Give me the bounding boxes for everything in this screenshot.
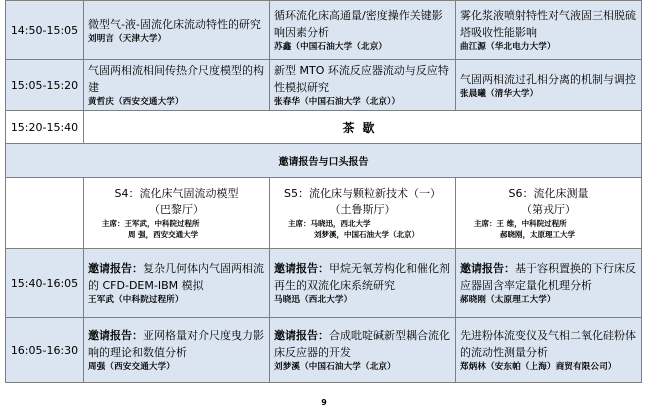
talk-author: 刘明言（天津大学） [88, 33, 167, 44]
talk-author: 张晨曦（清华大学） [460, 88, 539, 99]
talk-title [460, 327, 637, 361]
talk-title [460, 260, 637, 294]
talk-cell [456, 1, 642, 60]
table-row [6, 318, 642, 383]
time-cell: 15:05-15:20 [6, 60, 84, 111]
session-name: S5：流化床与颗粒新技术（一） [284, 187, 441, 200]
talk-author: 郝晓刚（太原理工大学） [460, 295, 556, 305]
talk-title [88, 260, 265, 294]
talk-author: 周强（西安交通大学） [88, 362, 176, 372]
talk-cell [270, 249, 456, 318]
talk-author: 张春华（中国石油大学（北京）） [274, 97, 401, 107]
session-hosts [274, 218, 451, 229]
invited-prefix: 邀请报告： [88, 329, 143, 342]
table-row [6, 111, 642, 144]
session-cell [456, 178, 642, 249]
session-name: S6：流化床测量 [508, 187, 589, 200]
host-name: 马晓迅，西北大学 [310, 219, 371, 228]
table-row [6, 178, 642, 249]
invited-prefix: 邀请报告： [274, 329, 329, 342]
talk-title: 微型气-液-固流化床流动特性的研究 [88, 17, 261, 31]
talk-title-text: 复杂几何体内气固两相流的 CFD-DEM-IBM 模拟 [88, 262, 264, 292]
host-name: 周 强，西安交通大学 [128, 230, 199, 239]
session-hosts [460, 218, 637, 229]
host-name: 刘梦溪，中国石油大学（北京） [314, 230, 419, 239]
invited-prefix: 邀请报告： [274, 262, 329, 275]
talk-author: 刘梦溪（中国石油大学（北京） [274, 362, 396, 372]
talk-title-text: 先进粉体流变仪及气相二氧化硅粉体的流动性测量分析 [460, 329, 636, 359]
talk-author: 曲江源（华北电力大学） [460, 42, 556, 52]
section-heading: 邀请报告与口头报告 [6, 144, 642, 178]
empty-cell [6, 178, 84, 249]
host-label: 主席： [474, 219, 497, 228]
talk-cell [270, 60, 456, 111]
talk-title: 气固两相流相间传热介尺度模型的构建 [88, 64, 264, 94]
talk-title [274, 260, 451, 294]
talk-cell [84, 318, 270, 383]
page-number: 9 [321, 398, 327, 407]
talk-cell [84, 60, 270, 111]
session-cell [270, 178, 456, 249]
talk-title [274, 327, 451, 361]
talk-title-text: 甲烷无氧芳构化和催化剂再生的双流化床系统研究 [274, 262, 450, 292]
table-row [6, 1, 642, 60]
talk-cell [456, 60, 642, 111]
time-cell: 16:05-16:30 [6, 318, 84, 383]
talk-author: 郑炳林（安东帕（上海）商贸有限公司） [460, 362, 617, 372]
talk-author: 马晓迅（西北大学） [274, 295, 353, 305]
table-row [6, 60, 642, 111]
talk-title: 循环流化床高通量/密度操作关键影响因素分析 [274, 9, 443, 39]
host-label: 主席： [102, 219, 125, 228]
session-room: （巴黎厅） [149, 203, 204, 216]
talk-title [88, 327, 265, 361]
host-name: 王 维，中科院过程所 [496, 219, 567, 228]
talk-cell [270, 1, 456, 60]
session-room: （第戎厅） [521, 203, 576, 216]
session-hosts [88, 218, 265, 229]
talk-cell [84, 1, 270, 60]
time-cell: 15:40-16:05 [6, 249, 84, 318]
tea-break-label: 茶歇 [84, 111, 642, 144]
talk-cell [456, 318, 642, 383]
talk-title: 雾化浆液喷射特性对气液固三相脱硫塔吸收性能影响 [460, 9, 636, 39]
talk-author: 王军武（中科院过程所） [88, 295, 184, 305]
session-name: S4：流化床气固流动模型 [114, 187, 239, 200]
schedule-table [5, 0, 642, 383]
talk-cell [270, 318, 456, 383]
time-cell: 15:20-15:40 [6, 111, 84, 144]
talk-title: 气固两相流过孔相分离的机制与调控 [460, 72, 636, 86]
talk-title-text: 亚网格量对介尺度曳力影响的理论和数值分析 [88, 329, 264, 359]
session-cell [84, 178, 270, 249]
talk-author: 黄哲庆（西安交通大学） [88, 97, 184, 107]
table-row [6, 144, 642, 178]
invited-prefix: 邀请报告： [460, 262, 515, 275]
talk-cell [84, 249, 270, 318]
host-name: 郝晓刚，太原理工大学 [500, 230, 575, 239]
talk-title-text: 基于容积置换的下行床反应器固含率定量化机理分析 [460, 262, 636, 292]
host-label: 主席： [288, 219, 311, 228]
talk-author: 苏鑫（中国石油大学（北京） [274, 42, 388, 52]
invited-prefix: 邀请报告： [88, 262, 143, 275]
talk-cell [456, 249, 642, 318]
host-name: 王军武，中科院过程所 [124, 219, 200, 228]
session-room: （土鲁斯厅） [329, 203, 396, 216]
table-row [6, 249, 642, 318]
talk-title: 新型 MTO 环流反应器流动与反应特性模拟研究 [274, 64, 449, 94]
talk-title-text: 合成吡啶碱新型耦合流化床反应器的开发 [274, 329, 450, 359]
time-cell: 14:50-15:05 [6, 1, 84, 60]
